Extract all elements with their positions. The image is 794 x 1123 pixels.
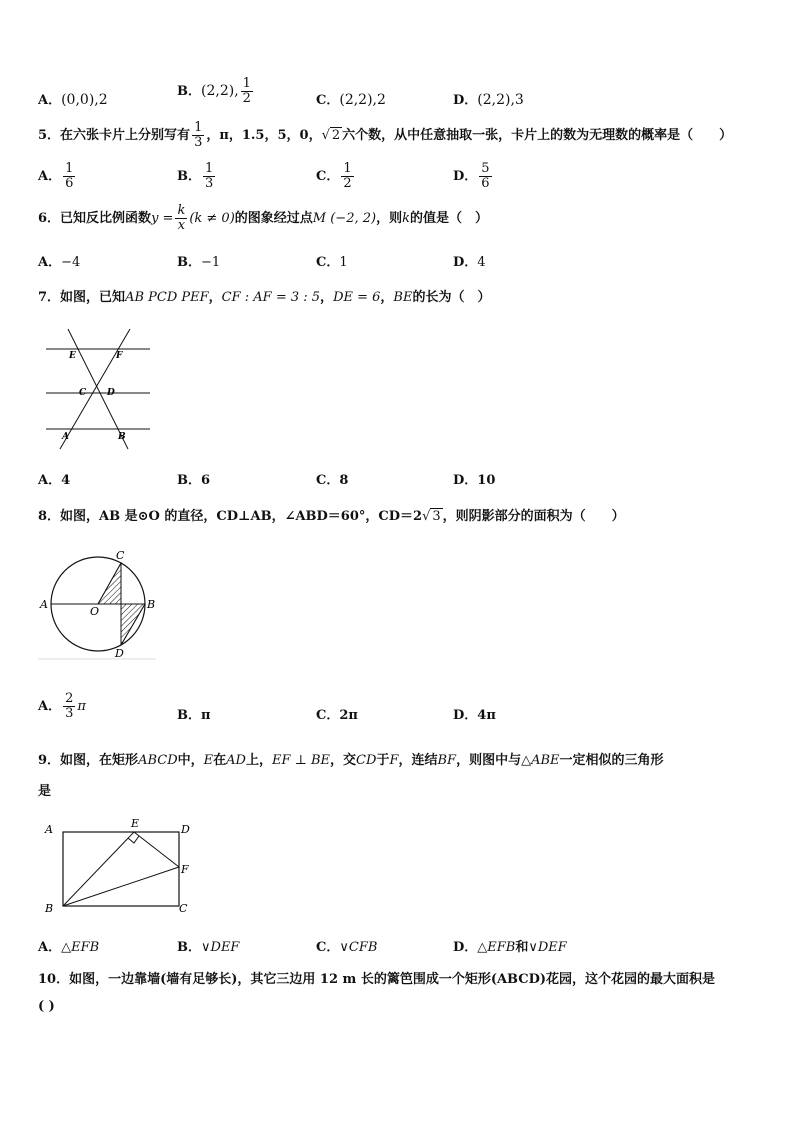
q7-label-f: F xyxy=(116,351,123,361)
q9-label-d: D xyxy=(181,823,190,836)
q6-option-d: D．4 xyxy=(453,255,486,270)
q9-label-f: F xyxy=(181,863,189,876)
q4-option-d: D．(2,2),3 xyxy=(453,92,524,108)
q8-label-o: O xyxy=(90,605,100,618)
q8-figure xyxy=(38,545,163,663)
q9-label-e: E xyxy=(131,817,140,830)
q7-label-d: D xyxy=(107,388,115,398)
q9-option-b: B．∨DEF xyxy=(177,940,240,955)
q8-option-d: D．4π xyxy=(453,708,496,723)
q5-option-a: A． $\frac{1}{6}$ xyxy=(38,161,74,191)
q7-stem: 7．如图，已知AB PCD PEF，CF : AF = 3 : 5，DE = 6，BE的长为（ ） xyxy=(38,290,491,305)
q9-figure xyxy=(38,815,203,917)
q8-stem: 8．如图，AB 是⊙O 的直径，CD⊥AB，∠ABD＝60°，CD＝2√ 3 ，则阴影部分的面积为（ ） xyxy=(38,509,625,524)
q7-label-a: A xyxy=(62,432,69,442)
q7-figure xyxy=(40,325,155,450)
q9-stem-line2: 是 xyxy=(38,784,52,799)
q6-option-b: B．−1 xyxy=(177,255,221,270)
q7-option-c: C．8 xyxy=(316,473,349,488)
q7-label-b: B xyxy=(118,432,126,442)
q10-stem-line2: ( ) xyxy=(38,999,55,1014)
q5-option-d: D． $\frac{5}{6}$ xyxy=(453,161,490,191)
q9-option-a: A．△EFB xyxy=(38,940,100,955)
q9-option-d: D．△EFB和∨DEF xyxy=(453,940,567,955)
q7-option-a: A．4 xyxy=(38,473,71,488)
q8-label-c: C xyxy=(116,549,125,562)
q4-option-a: A．(0,0),2 xyxy=(38,92,108,108)
q8-label-d: D xyxy=(115,647,124,660)
q7-option-b: B．6 xyxy=(177,473,211,488)
q5-stem: 5．在六张卡片上分别写有 $\frac{1}{3}$ ，π，1.5，5，0，√ 2 六个数，从中任意抽取一张，卡片上的数为无理数的概率是（ ） xyxy=(38,120,733,150)
q9-label-b: B xyxy=(45,902,54,915)
q7-label-c: C xyxy=(79,388,87,398)
q6-stem: 6．已知反比例函数y = $\frac{k}{x}$ (k ≠ 0)的图象经过点M (−2, 2)，则k的值是（ ） xyxy=(38,203,489,233)
q9-stem: 9．如图，在矩形ABCD中，E在AD上，EF ⊥ BE，交CD于F，连结BF，则图中与△ABE一定相似的三角形 xyxy=(38,753,664,768)
q4-option-b: B．(2,2), $\frac{1}{2}$ xyxy=(177,76,251,106)
q6-option-c: C．1 xyxy=(316,255,348,270)
q8-shaded-upper xyxy=(98,563,121,604)
q8-label-b: B xyxy=(147,598,156,611)
q6-option-a: A．−4 xyxy=(38,255,81,270)
q7-label-e: E xyxy=(69,351,76,361)
q8-label-a: A xyxy=(40,598,48,611)
q5-option-c: C． $\frac{1}{2}$ xyxy=(316,161,352,191)
q5-option-b: B． $\frac{1}{3}$ xyxy=(177,161,214,191)
q9-option-c: C．∨CFB xyxy=(316,940,378,955)
q8-option-a: A． $\frac{2}{3}$ π xyxy=(38,691,86,721)
q8-option-c: C．2π xyxy=(316,708,358,723)
q9-label-a: A xyxy=(45,823,53,836)
q8-option-b: B．π xyxy=(177,708,211,723)
q9-label-c: C xyxy=(179,902,188,915)
q8-shaded-lower xyxy=(121,604,145,645)
q7-option-d: D．10 xyxy=(453,473,496,488)
q10-stem: 10．如图，一边靠墙(墙有足够长)，其它三边用 12 m 长的篱笆围成一个矩形(ABCD)花园，这个花园的最大面积是 xyxy=(38,972,716,987)
q4-option-c: C．(2,2),2 xyxy=(316,92,386,108)
